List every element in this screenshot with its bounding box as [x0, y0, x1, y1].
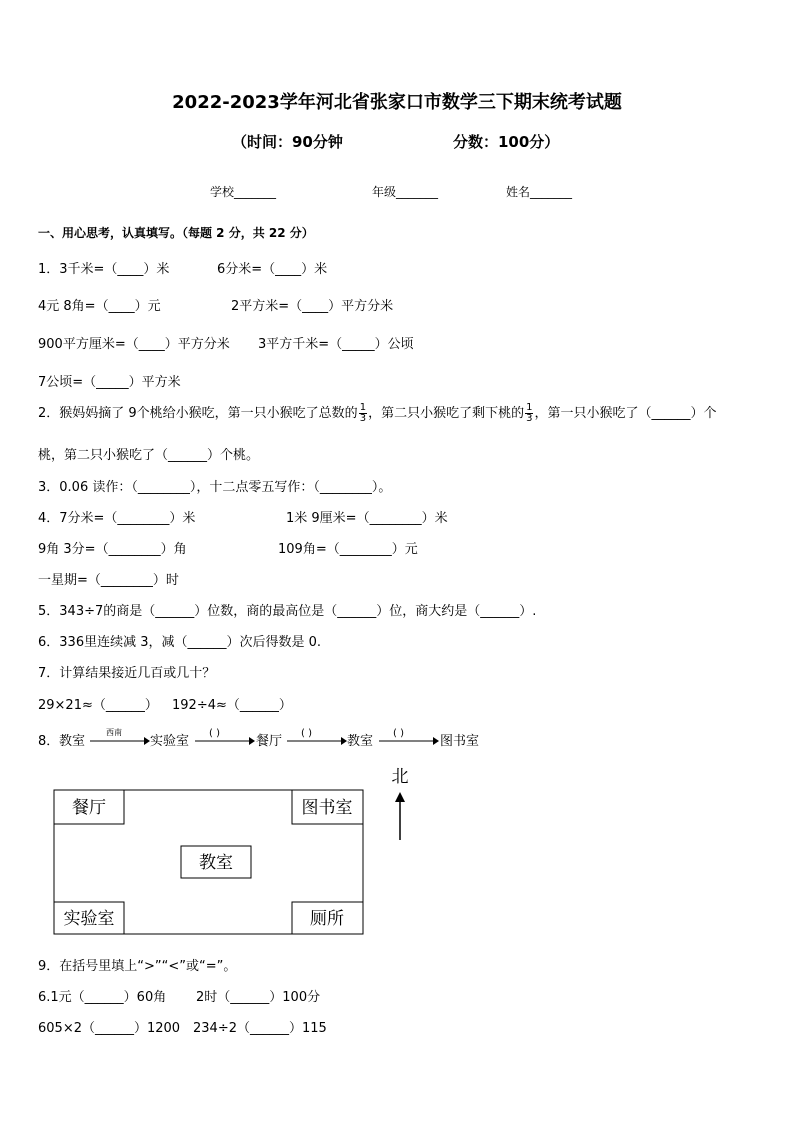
school-map: [40, 760, 430, 940]
toilet-label: 厕所: [310, 909, 344, 929]
q4-item-b: 1米 9厘米=（________）米: [286, 511, 448, 526]
q9-question: 9．在括号里填上“>”“<”或“=”。: [38, 959, 237, 974]
q9-item-b: 2时（______）100分: [196, 990, 321, 1005]
exam-score: 分数：100分）: [453, 133, 560, 151]
q4-item-a: 4．7分米=（________）米: [38, 511, 196, 526]
route-arrow-label: ( ): [393, 728, 404, 739]
q8-label: 8．: [38, 734, 60, 749]
q1-item-c: 4元 8角=（____）元: [38, 299, 161, 314]
exam-time: （时间：90分钟: [232, 133, 343, 151]
q1-item-f: 3平方千米=（_____）公顷: [258, 337, 414, 352]
q2-text-3: ，第一只小猴吃了（______）个: [534, 406, 717, 421]
fraction-one-third: $\frac{1}{3}$: [526, 402, 533, 424]
q9-item-c: 605×2（______）1200: [38, 1021, 181, 1036]
q9-item-d: 234÷2（______）115: [193, 1021, 327, 1036]
q2-text-2: ，第二只小猴吃了剩下桃的: [368, 406, 525, 421]
q5: 5．343÷7的商是（______）位数，商的最高位是（______）位，商大约是（______）.: [38, 604, 537, 619]
q7-item-a: 29×21≈（______）: [38, 698, 158, 713]
q1-item-b: 6分米=（____）米: [217, 262, 328, 277]
q2-line-1: [38, 402, 716, 424]
q4-item-e: 一星期=（________）时: [38, 573, 179, 588]
route-stop: 教室: [59, 734, 86, 749]
school-field: 学校_______: [210, 185, 277, 199]
q3: 3．0.06 读作：（________），十二点零五写作：（________）。: [38, 480, 392, 495]
route-arrow-4: [377, 726, 439, 748]
route-arrow-label: 西南: [106, 728, 122, 737]
q6: 6．336里连续减 3，减（______）次后得数是 0.: [38, 635, 322, 650]
q2-line-2: 桃，第二只小猴吃了（______）个桃。: [38, 448, 260, 463]
q4-item-d: 109角=（________）元: [278, 542, 418, 557]
q1-item-d: 2平方米=（____）平方分米: [231, 299, 394, 314]
fraction-one-third: $\frac{1}{3}$: [359, 402, 367, 424]
route-stop: 餐厅: [256, 734, 283, 749]
section-heading: 一、用心思考，认真填写。（每题 2 分，共 22 分）: [38, 226, 314, 240]
q1-item-g: 7公顷=（_____）平方米: [38, 375, 181, 390]
library-label: 图书室: [301, 798, 353, 818]
q9-item-a: 6.1元（______）60角: [38, 990, 167, 1005]
classroom-label: 教室: [199, 853, 233, 873]
q2-text-1: 2．猴妈妈摘了 9个桃给小猴吃，第一只小猴吃了总数的: [38, 406, 358, 421]
q1-item-a: 1．3千米=（____）米: [38, 262, 170, 277]
route-arrow-3: [285, 726, 347, 748]
page-title: 2022-2023学年河北省张家口市数学三下期末统考试题: [172, 92, 622, 113]
route-arrow-1: [88, 726, 150, 748]
grade-field: 年级_______: [372, 185, 439, 199]
q4-item-c: 9角 3分=（________）角: [38, 542, 187, 557]
name-field: 姓名_______: [506, 185, 573, 199]
route-stop: 教室: [347, 734, 374, 749]
lab-label: 实验室: [63, 909, 115, 929]
q7-question: 7．计算结果接近几百或几十？: [38, 666, 216, 681]
canteen-label: 餐厅: [72, 798, 106, 818]
q7-item-b: 192÷4≈（______）: [172, 698, 292, 713]
route-stop: 图书室: [440, 734, 480, 749]
route-arrow-label: ( ): [209, 728, 220, 739]
q1-item-e: 900平方厘米=（____）平方分米: [38, 337, 230, 352]
route-arrow-label: ( ): [301, 728, 312, 739]
north-arrow-head-icon: [395, 792, 405, 802]
route-arrow-2: [193, 726, 255, 748]
route-stop: 实验室: [150, 734, 190, 749]
north-label: 北: [391, 767, 409, 787]
